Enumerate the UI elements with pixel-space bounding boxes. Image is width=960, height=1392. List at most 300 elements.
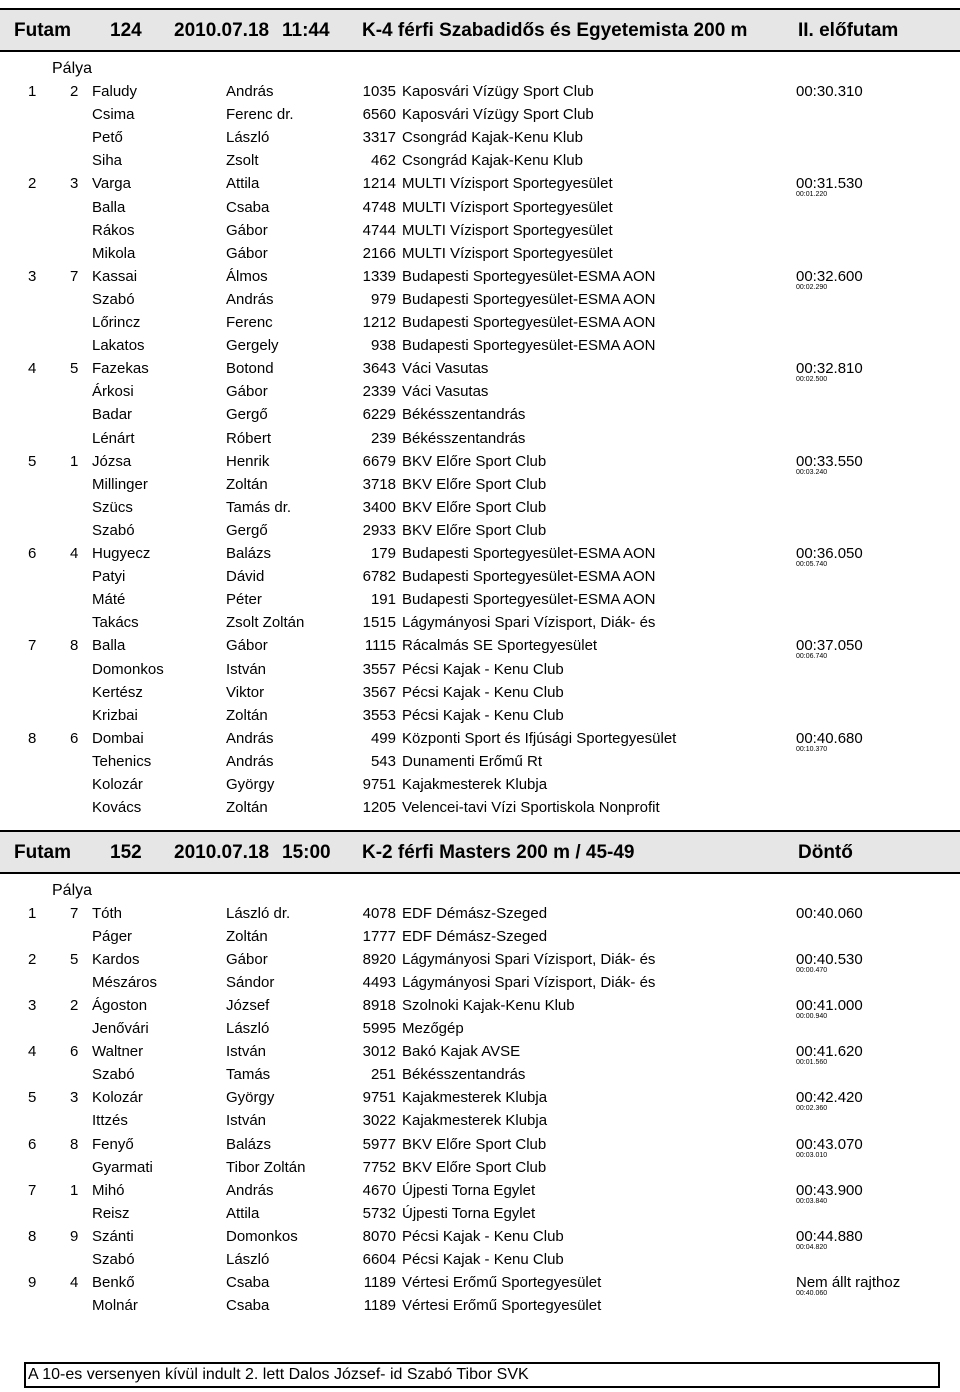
table-row (0, 198, 960, 221)
lane-cell: 5 (70, 360, 79, 378)
first-name-cell: András (226, 752, 274, 770)
first-name-cell: István (226, 1112, 267, 1130)
license-number-cell: 8070 (362, 1227, 396, 1245)
license-number-cell: 3022 (362, 1112, 396, 1130)
last-name-cell: Fazekas (92, 360, 149, 378)
club-cell: Csongrád Kajak-Kenu Klub (402, 152, 583, 170)
table-row (0, 590, 960, 613)
table-row (0, 1042, 960, 1065)
club-cell: Dunamenti Erőmű Rt (402, 752, 543, 770)
club-cell: Budapesti Sportegyesület-ESMA AON (402, 314, 656, 331)
heat-time: 11:44 (282, 20, 330, 41)
table-row (0, 660, 960, 683)
last-name-cell: Árkosi (92, 383, 134, 401)
heat-date: 2010.07.18 (174, 20, 270, 41)
table-row (0, 475, 960, 498)
lane-cell: 8 (70, 637, 79, 655)
club-cell: Budapesti Sportegyesület-ESMA AON (402, 591, 656, 609)
time-cell: 00:42.420 (796, 1089, 863, 1107)
first-name-cell: Róbert (226, 429, 272, 447)
first-name-cell: László dr. (226, 905, 291, 922)
license-number-cell: 1205 (362, 799, 396, 817)
last-name-cell: Szabó (92, 521, 135, 539)
time-cell: 00:37.050 (796, 637, 863, 655)
license-number-cell: 9751 (362, 1089, 396, 1107)
time-cell: 00:40.060 (796, 905, 863, 922)
time-behind-cell: 00:01.560 (796, 1059, 828, 1067)
last-name-cell: Szabó (92, 1066, 135, 1084)
club-cell: Pécsi Kajak - Kenu Club (402, 706, 564, 724)
license-number-cell: 6229 (362, 406, 396, 424)
table-row (0, 950, 960, 973)
license-number-cell: 3643 (362, 360, 396, 378)
time-behind-cell: 00:01.220 (796, 191, 828, 199)
lane-cell: 3 (70, 1089, 79, 1107)
club-cell: EDF Démász-Szeged (402, 928, 548, 946)
place-cell: 8 (28, 1227, 37, 1245)
club-cell: Kajakmesterek Klubja (402, 776, 548, 793)
license-number-cell: 1115 (364, 637, 396, 655)
lane-cell: 4 (70, 545, 79, 562)
last-name-cell: Tehenics (92, 752, 152, 770)
lane-column-label: Pálya (52, 882, 93, 899)
club-cell: BKV Előre Sport Club (402, 1135, 547, 1153)
lane-cell: 8 (70, 1135, 79, 1153)
club-cell: BKV Előre Sport Club (402, 475, 547, 493)
place-cell: 7 (28, 1181, 37, 1199)
license-number-cell: 462 (370, 152, 396, 170)
license-number-cell: 3012 (362, 1043, 396, 1061)
table-row (0, 927, 960, 950)
club-cell: MULTI Vízisport Sportegyesület (402, 198, 613, 216)
place-cell: 7 (28, 637, 37, 655)
club-cell: Váci Vasutas (402, 360, 489, 378)
club-cell: Kajakmesterek Klubja (402, 1089, 548, 1107)
time-cell: 00:32.600 (796, 267, 863, 285)
last-name-cell: Mészáros (92, 974, 158, 992)
club-cell: Kaposvári Vízügy Sport Club (402, 83, 594, 100)
first-name-cell: Attila (226, 1204, 260, 1222)
last-name-cell: Kardos (92, 951, 140, 969)
last-name-cell: Takács (92, 614, 139, 632)
last-name-cell: Csima (92, 106, 135, 124)
event-name: K-2 férfi Masters 200 m / 45-49 (362, 842, 635, 863)
time-cell: 00:44.880 (796, 1227, 863, 1245)
futam-label: Futam (14, 20, 71, 41)
license-number-cell: 9751 (362, 776, 396, 793)
table-row (0, 1111, 960, 1134)
first-name-cell: Ferenc (226, 314, 273, 331)
table-row (0, 1019, 960, 1042)
first-name-cell: István (226, 1043, 267, 1061)
license-number-cell: 4078 (362, 905, 396, 922)
last-name-cell: Varga (92, 175, 131, 193)
last-name-cell: Páger (92, 928, 133, 946)
club-cell: Lágymányosi Spari Vízisport, Diák- és (402, 951, 656, 969)
table-row (0, 683, 960, 706)
time-behind-cell: 00:02.290 (796, 283, 828, 291)
club-cell: BKV Előre Sport Club (402, 521, 547, 539)
first-name-cell: Csaba (226, 1273, 270, 1291)
lane-cell: 1 (70, 1181, 79, 1199)
club-cell: Újpesti Torna Egylet (402, 1204, 536, 1222)
table-row (0, 567, 960, 590)
club-cell: Vértesi Erőmű Sportegyesület (402, 1296, 602, 1314)
lane-cell: 6 (70, 1043, 79, 1061)
time-behind-cell: 00:00.940 (796, 1013, 828, 1021)
last-name-cell: Faludy (92, 83, 138, 100)
table-row (0, 405, 960, 428)
last-name-cell: Millinger (92, 475, 148, 493)
place-cell: 4 (28, 360, 37, 378)
license-number-cell: 2933 (362, 521, 396, 539)
last-name-cell: Rákos (92, 221, 135, 239)
time-behind-cell: 00:03.010 (796, 1151, 828, 1159)
last-name-cell: Balla (92, 637, 126, 655)
lane-cell: 3 (70, 175, 79, 193)
club-cell: Kajakmesterek Klubja (402, 1112, 548, 1130)
license-number-cell: 1189 (363, 1296, 396, 1314)
license-number-cell: 4493 (362, 974, 396, 992)
footnote-text: A 10-es versenyen kívül indult 2. lett Dalos József- id Szabó Tibor SVK (28, 1366, 529, 1383)
table-row (0, 752, 960, 775)
license-number-cell: 1339 (362, 267, 396, 285)
license-number-cell: 191 (370, 591, 396, 609)
club-cell: Rácalmás SE Sportegyesület (402, 637, 598, 655)
table-row (0, 729, 960, 752)
table-row (0, 359, 960, 382)
license-number-cell: 6679 (362, 452, 396, 470)
table-row (0, 798, 960, 821)
table-row (0, 706, 960, 729)
lane-cell: 9 (70, 1227, 79, 1245)
time-cell: 00:33.550 (796, 452, 863, 470)
license-number-cell: 2339 (362, 383, 396, 401)
table-row (0, 1273, 960, 1296)
first-name-cell: György (226, 1089, 275, 1107)
last-name-cell: Kassai (92, 267, 138, 285)
table-row (0, 382, 960, 405)
heat-number: 124 (110, 20, 142, 41)
table-row (0, 221, 960, 244)
table-row (0, 336, 960, 359)
footnote-box (24, 1362, 940, 1388)
last-name-cell: Kolozár (92, 776, 143, 793)
table-row (0, 973, 960, 996)
table-row (0, 904, 960, 927)
license-number-cell: 7752 (362, 1158, 396, 1176)
last-name-cell: Szabó (92, 1250, 135, 1268)
license-number-cell: 1189 (363, 1273, 396, 1291)
club-cell: EDF Démász-Szeged (402, 905, 548, 922)
time-cell: 00:41.000 (796, 997, 863, 1015)
place-cell: 5 (28, 1089, 37, 1107)
last-name-cell: Jenővári (92, 1020, 149, 1038)
time-cell: 00:32.810 (796, 360, 863, 378)
table-row (0, 1065, 960, 1088)
first-name-cell: Gábor (226, 383, 268, 401)
table-row (0, 452, 960, 475)
table-row (0, 1135, 960, 1158)
license-number-cell: 979 (370, 290, 396, 308)
time-cell: Nem állt rajthoz (796, 1273, 901, 1291)
license-number-cell: 239 (370, 429, 396, 447)
first-name-cell: Balázs (226, 1135, 272, 1153)
first-name-cell: Gábor (226, 221, 268, 239)
lane-cell: 2 (70, 83, 79, 100)
first-name-cell: Csaba (226, 198, 270, 216)
time-cell: 00:31.530 (796, 175, 863, 193)
license-number-cell: 8920 (362, 951, 396, 969)
time-behind-cell: 00:03.840 (796, 1197, 828, 1205)
heat-header (0, 830, 960, 874)
license-number-cell: 3317 (362, 129, 396, 147)
last-name-cell: Reisz (92, 1204, 130, 1222)
last-name-cell: Molnár (92, 1296, 138, 1314)
license-number-cell: 5977 (362, 1135, 396, 1153)
license-number-cell: 6782 (362, 568, 396, 586)
first-name-cell: Zsolt (226, 152, 259, 170)
table-row (0, 1227, 960, 1250)
first-name-cell: Gábor (226, 244, 268, 262)
license-number-cell: 499 (370, 729, 396, 747)
first-name-cell: Gábor (226, 637, 268, 655)
time-cell: 00:41.620 (796, 1043, 863, 1061)
club-cell: Budapesti Sportegyesület-ESMA AON (402, 337, 656, 355)
last-name-cell: Szabó (92, 290, 135, 308)
first-name-cell: Zoltán (226, 928, 268, 946)
table-row (0, 1204, 960, 1227)
lane-cell: 7 (70, 905, 79, 922)
heat-header (0, 8, 960, 52)
club-cell: Békésszentandrás (402, 406, 526, 424)
table-row (0, 636, 960, 659)
license-number-cell: 4744 (362, 221, 396, 239)
time-behind-cell: 00:05.740 (796, 561, 828, 568)
club-cell: Váci Vasutas (402, 383, 489, 401)
last-name-cell: Hugyecz (92, 545, 151, 562)
last-name-cell: Mihó (92, 1181, 125, 1199)
last-name-cell: Lőrincz (92, 314, 141, 331)
last-name-cell: Józsa (92, 452, 132, 470)
time-cell: 00:36.050 (796, 545, 863, 562)
license-number-cell: 1777 (362, 928, 396, 946)
club-cell: Lágymányosi Spari Vízisport, Diák- és (402, 974, 656, 992)
table-row (0, 313, 960, 336)
license-number-cell: 179 (370, 545, 396, 562)
club-cell: Budapesti Sportegyesület-ESMA AON (402, 545, 656, 562)
time-behind-cell: 00:40.060 (796, 1289, 828, 1297)
last-name-cell: Benkő (92, 1273, 135, 1291)
first-name-cell: Zoltán (226, 706, 268, 724)
heat-phase: II. előfutam (798, 20, 899, 41)
futam-label: Futam (14, 842, 71, 863)
first-name-cell: Ferenc dr. (226, 106, 294, 124)
license-number-cell: 4670 (362, 1181, 396, 1199)
table-row (0, 1296, 960, 1319)
heat-number: 152 (110, 842, 142, 863)
first-name-cell: Zoltán (226, 799, 268, 817)
club-cell: MULTI Vízisport Sportegyesület (402, 244, 613, 262)
table-row (0, 498, 960, 521)
last-name-cell: Lakatos (92, 337, 145, 355)
time-cell: 00:40.530 (796, 951, 863, 969)
license-number-cell: 3557 (362, 660, 396, 678)
place-cell: 1 (28, 83, 37, 100)
first-name-cell: Gergő (226, 406, 268, 424)
license-number-cell: 251 (370, 1066, 396, 1084)
first-name-cell: Péter (226, 591, 262, 609)
place-cell: 9 (28, 1273, 37, 1291)
lane-column-label: Pálya (52, 60, 93, 77)
time-cell: 00:40.680 (796, 729, 863, 747)
first-name-cell: Álmos (226, 267, 268, 285)
first-name-cell: Tamás dr. (226, 498, 292, 516)
time-behind-cell: 00:10.370 (796, 745, 828, 753)
club-cell: Pécsi Kajak - Kenu Club (402, 660, 564, 678)
first-name-cell: András (226, 290, 274, 308)
lane-cell: 4 (70, 1273, 79, 1291)
time-behind-cell: 00:00.470 (796, 967, 828, 975)
club-cell: MULTI Vízisport Sportegyesület (402, 221, 613, 239)
club-cell: Központi Sport és Ifjúsági Sportegyesület (402, 729, 677, 747)
table-row (0, 267, 960, 290)
table-row (0, 775, 960, 798)
last-name-cell: Kovács (92, 799, 142, 817)
place-cell: 5 (28, 452, 37, 470)
license-number-cell: 5995 (362, 1020, 396, 1038)
club-cell: BKV Előre Sport Club (402, 452, 547, 470)
last-name-cell: Mikola (92, 244, 136, 262)
first-name-cell: László (226, 1250, 270, 1268)
table-row (0, 996, 960, 1019)
club-cell: Szolnoki Kajak-Kenu Klub (402, 997, 575, 1015)
club-cell: Vértesi Erőmű Sportegyesület (402, 1273, 602, 1291)
table-row (0, 82, 960, 105)
place-cell: 6 (28, 1135, 37, 1153)
table-row (0, 1088, 960, 1111)
time-cell: 00:43.900 (796, 1181, 863, 1199)
first-name-cell: László (226, 1020, 270, 1038)
first-name-cell: György (226, 776, 275, 793)
club-cell: Budapesti Sportegyesület-ESMA AON (402, 267, 656, 285)
license-number-cell: 1214 (362, 175, 396, 193)
club-cell: Békésszentandrás (402, 1066, 526, 1084)
time-behind-cell: 00:02.360 (796, 1105, 828, 1113)
first-name-cell: Dávid (226, 568, 265, 586)
last-name-cell: Kertész (92, 683, 143, 701)
time-cell: 00:43.070 (796, 1135, 863, 1153)
lane-cell: 2 (70, 997, 79, 1015)
license-number-cell: 3718 (362, 475, 396, 493)
table-row (0, 521, 960, 544)
table-row (0, 174, 960, 197)
club-cell: Budapesti Sportegyesület-ESMA AON (402, 290, 656, 308)
time-behind-cell: 00:04.820 (796, 1243, 828, 1251)
first-name-cell: Attila (226, 175, 260, 193)
license-number-cell: 938 (370, 337, 396, 355)
first-name-cell: Tamás (226, 1066, 271, 1084)
club-cell: Pécsi Kajak - Kenu Club (402, 1227, 564, 1245)
place-cell: 8 (28, 729, 37, 747)
heat-date: 2010.07.18 (174, 842, 270, 863)
last-name-cell: Siha (92, 152, 123, 170)
place-cell: 4 (28, 1043, 37, 1061)
last-name-cell: Kolozár (92, 1089, 143, 1107)
table-row (0, 429, 960, 452)
club-cell: MULTI Vízisport Sportegyesület (402, 175, 613, 193)
first-name-cell: András (226, 729, 274, 747)
first-name-cell: Viktor (226, 683, 265, 701)
table-row (0, 151, 960, 174)
club-cell: Kaposvári Vízügy Sport Club (402, 106, 594, 124)
table-row (0, 544, 960, 567)
license-number-cell: 4748 (362, 198, 396, 216)
table-row (0, 1181, 960, 1204)
last-name-cell: Ittzés (92, 1112, 128, 1130)
first-name-cell: Zsolt Zoltán (226, 614, 305, 632)
table-row (0, 1158, 960, 1181)
first-name-cell: Gergely (226, 337, 279, 355)
club-cell: Békésszentandrás (402, 429, 526, 447)
time-behind-cell: 00:02.500 (796, 376, 828, 384)
license-number-cell: 1212 (362, 314, 396, 331)
last-name-cell: Tóth (92, 905, 123, 922)
first-name-cell: András (226, 1181, 274, 1199)
last-name-cell: Szücs (92, 498, 133, 516)
heat-time: 15:00 (282, 842, 331, 863)
license-number-cell: 6604 (362, 1250, 396, 1268)
first-name-cell: Tibor Zoltán (226, 1158, 306, 1176)
last-name-cell: Dombai (92, 729, 144, 747)
place-cell: 6 (28, 545, 37, 562)
lane-cell: 6 (70, 729, 79, 747)
license-number-cell: 1035 (362, 83, 396, 100)
first-name-cell: András (226, 83, 274, 100)
table-row (0, 613, 960, 636)
license-number-cell: 3400 (362, 498, 396, 516)
table-row (0, 290, 960, 313)
table-row (0, 244, 960, 267)
license-number-cell: 543 (370, 752, 396, 770)
club-cell: Velencei-tavi Vízi Sportiskola Nonprofit (402, 799, 660, 817)
last-name-cell: Waltner (92, 1043, 144, 1061)
lane-cell: 7 (70, 267, 79, 285)
license-number-cell: 1515 (362, 614, 396, 632)
place-cell: 3 (28, 997, 37, 1015)
lane-cell: 1 (70, 452, 79, 470)
last-name-cell: Máté (92, 591, 126, 609)
table-row (0, 105, 960, 128)
last-name-cell: Lénárt (92, 429, 135, 447)
club-cell: Mezőgép (402, 1020, 464, 1038)
last-name-cell: Krizbai (92, 706, 138, 724)
time-behind-cell: 00:06.740 (796, 653, 828, 661)
club-cell: Budapesti Sportegyesület-ESMA AON (402, 568, 656, 586)
license-number-cell: 5732 (362, 1204, 396, 1222)
heat-phase: Döntő (798, 842, 853, 863)
last-name-cell: Ágoston (92, 997, 148, 1015)
first-name-cell: Balázs (226, 545, 272, 562)
license-number-cell: 6560 (362, 106, 396, 124)
last-name-cell: Balla (92, 198, 126, 216)
first-name-cell: Zoltán (226, 475, 268, 493)
club-cell: Lágymányosi Spari Vízisport, Diák- és (402, 614, 656, 632)
club-cell: Bakó Kajak AVSE (402, 1043, 521, 1061)
last-name-cell: Szánti (92, 1227, 134, 1245)
club-cell: Pécsi Kajak - Kenu Club (402, 683, 564, 701)
lane-cell: 5 (70, 951, 79, 969)
